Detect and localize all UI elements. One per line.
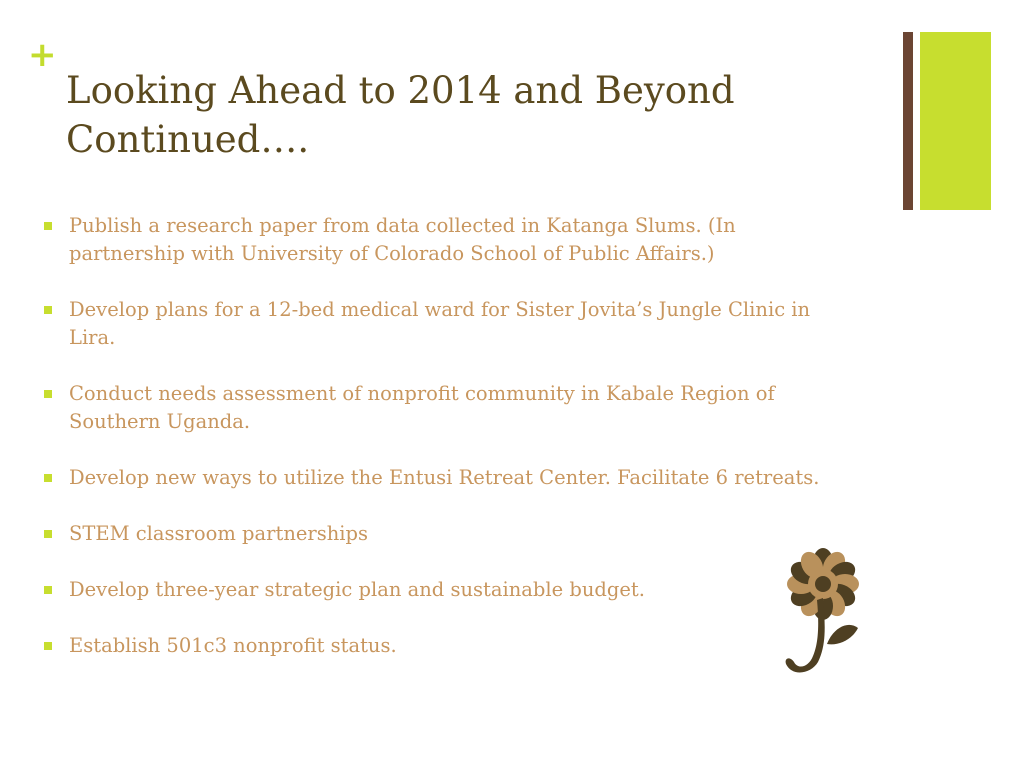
slide-title: [66, 66, 866, 164]
flower-logo-icon: [776, 546, 870, 684]
decorative-brown-bar: [903, 32, 913, 210]
bullet-text-line-1: Publish a research paper from data collected in Katanga Slums. (In: [69, 214, 736, 237]
square-bullet-icon: [44, 530, 52, 538]
square-bullet-icon: [44, 586, 52, 594]
plus-icon: +: [28, 35, 57, 75]
bullet-text-line-2: Southern Uganda.: [69, 410, 251, 433]
bullet-text: Develop three-year strategic plan and sustainable budget.: [69, 578, 645, 601]
square-bullet-icon: [44, 306, 52, 314]
square-bullet-icon: [44, 642, 52, 650]
bullet-item: [44, 296, 944, 352]
square-bullet-icon: [44, 474, 52, 482]
bullet-text-line-2: Lira.: [69, 326, 116, 349]
bullet-text-line-1: Develop plans for a 12-bed medical ward for Sister Jovita’s Jungle Clinic in: [69, 298, 811, 321]
decorative-green-block: [920, 32, 991, 210]
bullet-item: [44, 212, 944, 268]
bullet-text: Establish 501c3 nonprofit status.: [69, 634, 397, 657]
bullet-text: Develop new ways to utilize the Entusi Retreat Center. Facilitate 6 retreats.: [69, 466, 820, 489]
square-bullet-icon: [44, 390, 52, 398]
bullet-text-line-2: partnership with University of Colorado School of Public Affairs.): [69, 242, 715, 265]
bullet-text: STEM classroom partnerships: [69, 522, 369, 545]
bullet-item: [44, 464, 944, 492]
title-line-2: Continued….: [66, 118, 310, 161]
square-bullet-icon: [44, 222, 52, 230]
bullet-item: [44, 520, 944, 548]
title-line-1: Looking Ahead to 2014 and Beyond: [66, 69, 735, 112]
bullet-text-line-1: Conduct needs assessment of nonprofit community in Kabale Region of: [69, 382, 775, 405]
flower-leaf: [827, 625, 858, 645]
flower-center: [815, 576, 831, 592]
bullet-item: [44, 380, 944, 436]
